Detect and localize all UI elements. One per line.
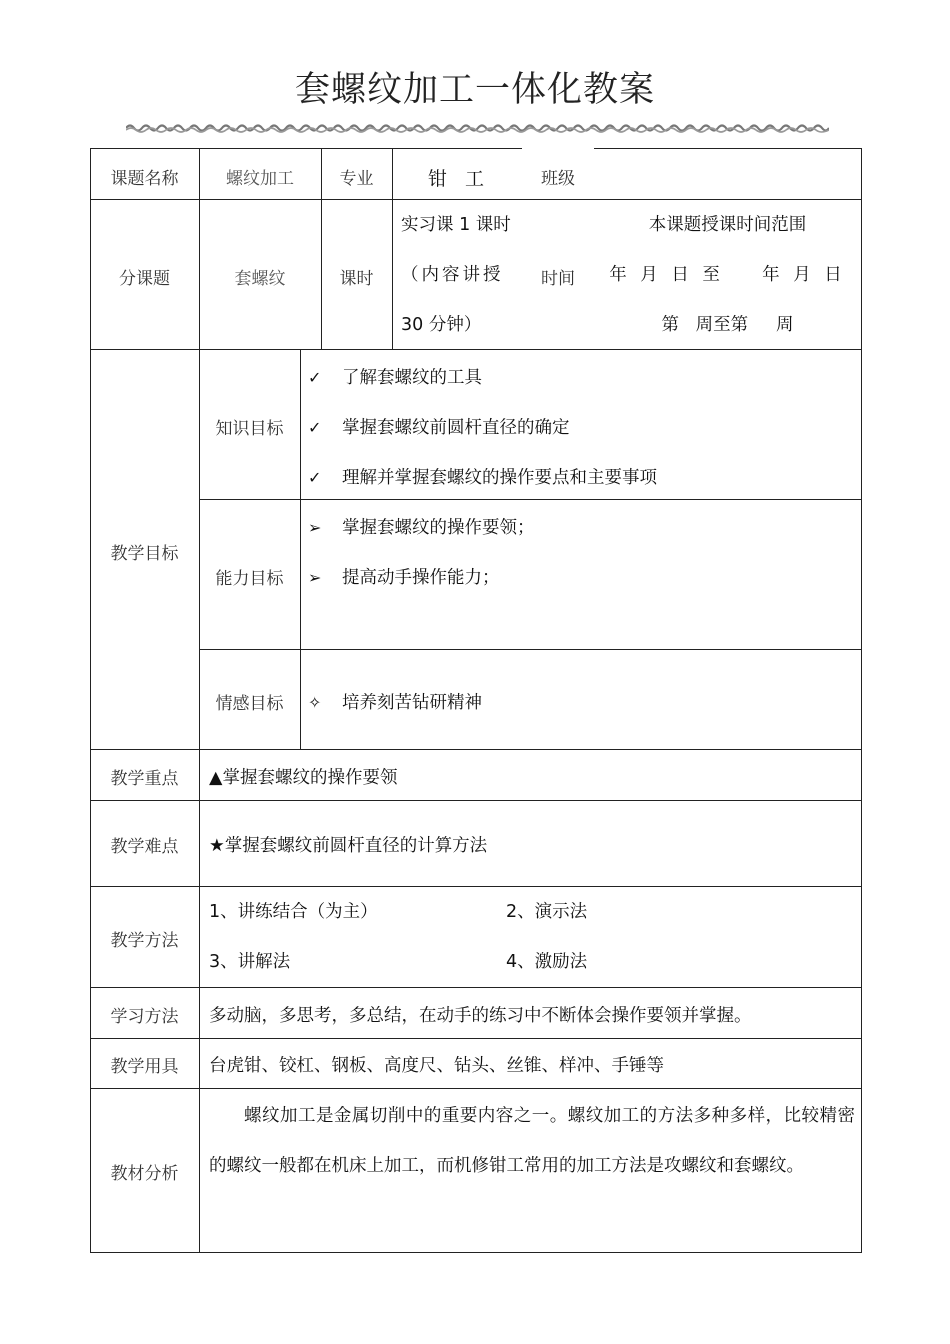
arrow-bullet-icon: ➢: [308, 568, 322, 587]
focus-value: ▲掌握套螺纹的操作要领: [209, 768, 398, 788]
ability-label: 能力目标: [215, 569, 284, 589]
knowledge-label: 知识目标: [215, 419, 284, 439]
topic-value: 螺纹加工: [226, 169, 294, 189]
check-icon: ✓: [308, 418, 322, 437]
hours-label: 课时: [339, 269, 374, 289]
time-line: 本课题授课时间范围: [648, 215, 807, 235]
study-label: 学习方法: [110, 1007, 179, 1027]
wavy-divider: [126, 121, 829, 135]
emotion-item: ✧ 培养刻苦钻研精神: [308, 693, 482, 713]
emotion-label: 情感目标: [215, 694, 284, 714]
method-item: 4、激励法: [506, 952, 588, 972]
method-item: 3、讲解法: [209, 952, 291, 972]
hours-line: 30 分钟）: [401, 315, 482, 335]
major-value: 钳 工: [428, 168, 491, 190]
page-title: 套螺纹加工一体化教案: [294, 70, 655, 110]
tools-value: 台虎钳、铰杠、钢板、高度尺、钻头、丝锥、样冲、手锤等: [209, 1056, 664, 1076]
objectives-label: 教学目标: [110, 544, 179, 564]
arrow-bullet-icon: ➢: [308, 518, 322, 537]
methods-label: 教学方法: [110, 931, 179, 951]
topic-label: 课题名称: [110, 169, 179, 189]
major-label: 专业: [339, 169, 374, 189]
difficulty-label: 教学难点: [110, 837, 179, 857]
time-label: 时间: [541, 269, 575, 289]
check-icon: ✓: [308, 368, 322, 387]
knowledge-item: ✓ 了解套螺纹的工具: [308, 368, 482, 388]
time-line: 第 周至第 周: [661, 315, 794, 335]
tools-label: 教学用具: [110, 1057, 179, 1077]
hours-line: 实习课 1 课时: [401, 215, 511, 235]
ability-item: ➢ 提高动手操作能力；: [308, 568, 500, 588]
time-line: 年 月 日 至 年 月 日: [609, 265, 846, 285]
analysis-value: 螺纹加工是金属切削中的重要内容之一。螺纹加工的方法多种多样，比较精密的螺纹一般都在机床上加工，而机修钳工常用的加工方法是攻螺纹和套螺纹。: [209, 1106, 855, 1176]
analysis-label: 教材分析: [110, 1164, 179, 1184]
hours-line: （内容讲授: [401, 265, 504, 285]
study-value: 多动脑，多思考，多总结，在动手的练习中不断体会操作要领并掌握。: [209, 1006, 752, 1026]
difficulty-value: ★掌握套螺纹前圆杆直径的计算方法: [209, 836, 488, 856]
ability-item: ➢ 掌握套螺纹的操作要领；: [308, 518, 535, 538]
focus-label: 教学重点: [110, 769, 179, 789]
check-icon: ✓: [308, 468, 322, 487]
method-item: 2、演示法: [506, 902, 588, 922]
knowledge-item: ✓ 理解并掌握套螺纹的操作要点和主要事项: [308, 468, 657, 488]
method-item: 1、讲练结合（为主）: [209, 902, 378, 922]
star-outline-icon: ✧: [308, 693, 322, 712]
subtopic-value: 套螺纹: [234, 269, 286, 289]
subtopic-label: 分课题: [119, 269, 170, 289]
knowledge-item: ✓ 掌握套螺纹前圆杆直径的确定: [308, 418, 570, 438]
class-label: 班级: [541, 169, 575, 189]
